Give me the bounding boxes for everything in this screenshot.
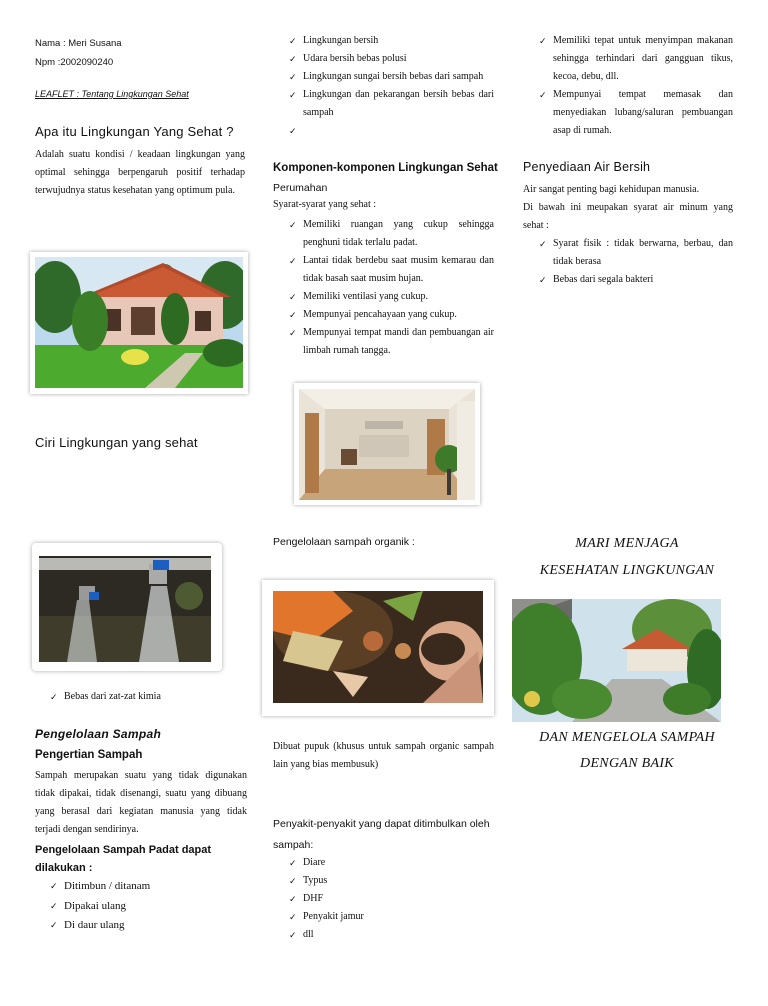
pengertian-text: Sampah merupakan suatu yang tidak digunakan tidak dipakai, tidak disenangi, suatu yang dibuang yang berasal dari kegiatan manusia yang tidak terjadi dengan sendirinya. — [35, 770, 247, 835]
penyakit-item: ✓ Typus — [289, 872, 479, 890]
syarat-item: ✓ Memiliki tepat untuk menyimpan makanan sehingga terhindari dari gangguan tikus, kecoa, debu, dll. — [539, 32, 733, 86]
nama-label: Nama : Meri Susana — [35, 38, 122, 49]
closing-line-4: DENGAN BAIK — [580, 756, 674, 771]
npm-label: Npm :2002090240 — [35, 57, 114, 68]
closing-line-1: MARI MENJAGA — [575, 536, 679, 551]
ciri-item: ✓ Udara bersih bebas polusi — [289, 50, 494, 68]
air-item: ✓ Syarat fisik : tidak berwarna, berbau, dan tidak berasa — [539, 235, 733, 271]
penyakit-item: ✓ Diare — [289, 854, 479, 872]
kitchen-photo — [299, 389, 475, 500]
ciri-item: ✓ Lingkungan bersih — [289, 32, 494, 50]
syarat-item: ✓ Mempunyai tempat mandi dan pembuangan air limbah rumah tangga. — [289, 324, 494, 360]
air-item: ✓ Bebas dari segala bakteri — [539, 271, 733, 289]
syarat-item: ✓ Memiliki ruangan yang cukup sehingga penghuni tidak terlalu padat. — [289, 216, 494, 252]
compost-photo — [273, 591, 483, 703]
ciri-item: ✓ Bebas dari zat-zat kimia — [50, 688, 240, 706]
ciri-item — [289, 122, 494, 140]
syarat-item: ✓ Mempunyai tempat memasak dan menyediakan lubang/saluran pembuangan asap di rumah. — [539, 86, 733, 140]
pengertian-title: Pengertian Sampah — [35, 749, 143, 761]
street-photo — [512, 599, 721, 722]
leaflet-title: LEAFLET : Tentang Lingkungan Sehat — [35, 89, 189, 99]
organik-title: Pengelolaan sampah organik : — [273, 536, 415, 548]
air-text-2: Di bawah ini meupakan syarat air minum yang sehat : — [523, 202, 733, 231]
pupuk-text: Dibuat pupuk (khusus untuk sampah organic sampah lain yang bias membusuk) — [273, 741, 494, 770]
apa-text: Adalah suatu kondisi / keadaan lingkungan yang optimal sehingga berpengaruh positif terhadap terwujudnya status kesehatan yang optimum pula. — [35, 149, 245, 196]
penyakit-item: ✓ dll — [289, 926, 479, 944]
padat-item: ✓ Dipakai ulang — [50, 897, 240, 917]
padat-item: ✓ Di daur ulang — [50, 916, 240, 936]
penyakit-item: ✓ Penyakit jamur — [289, 908, 479, 926]
air-title: Penyediaan Air Bersih — [523, 160, 651, 174]
syarat-item: ✓ Memiliki ventilasi yang cukup. — [289, 288, 494, 306]
syarat-label: Syarat-syarat yang sehat : — [273, 199, 377, 210]
house-photo — [35, 257, 243, 388]
syarat-item: ✓ Mempunyai pencahayaan yang cukup. — [289, 306, 494, 324]
tap-photo — [39, 556, 211, 662]
air-text-1: Air sangat penting bagi kehidupan manusia. — [523, 184, 700, 195]
padat-item: ✓ Ditimbun / ditanam — [50, 877, 240, 897]
penyakit-title: Penyakit-penyakit yang dapat ditimbulkan oleh sampah: — [273, 818, 490, 851]
closing-line-3: DAN MENGELOLA SAMPAH — [539, 730, 715, 745]
ciri-item: ✓ Lingkungan sungai bersih bebas dari sampah — [289, 68, 494, 86]
syarat-item: ✓ Lantai tidak berdebu saat musim kemarau dan tidak basah saat musim hujan. — [289, 252, 494, 288]
ciri-item: ✓ Lingkungan dan pekarangan bersih bebas dari sampah — [289, 86, 494, 122]
komponen-title: Komponen-komponen Lingkungan Sehat — [273, 162, 498, 174]
pengelolaan-title: Pengelolaan Sampah — [35, 727, 162, 741]
perumahan-label: Perumahan — [273, 182, 328, 194]
apa-title: Apa itu Lingkungan Yang Sehat ? — [35, 124, 234, 139]
closing-line-2: KESEHATAN LINGKUNGAN — [539, 563, 715, 578]
padat-title: Pengelolaan Sampah Padat dapat dilakukan : — [35, 844, 212, 874]
ciri-title: Ciri Lingkungan yang sehat — [35, 435, 198, 450]
penyakit-item: ✓ DHF — [289, 890, 479, 908]
